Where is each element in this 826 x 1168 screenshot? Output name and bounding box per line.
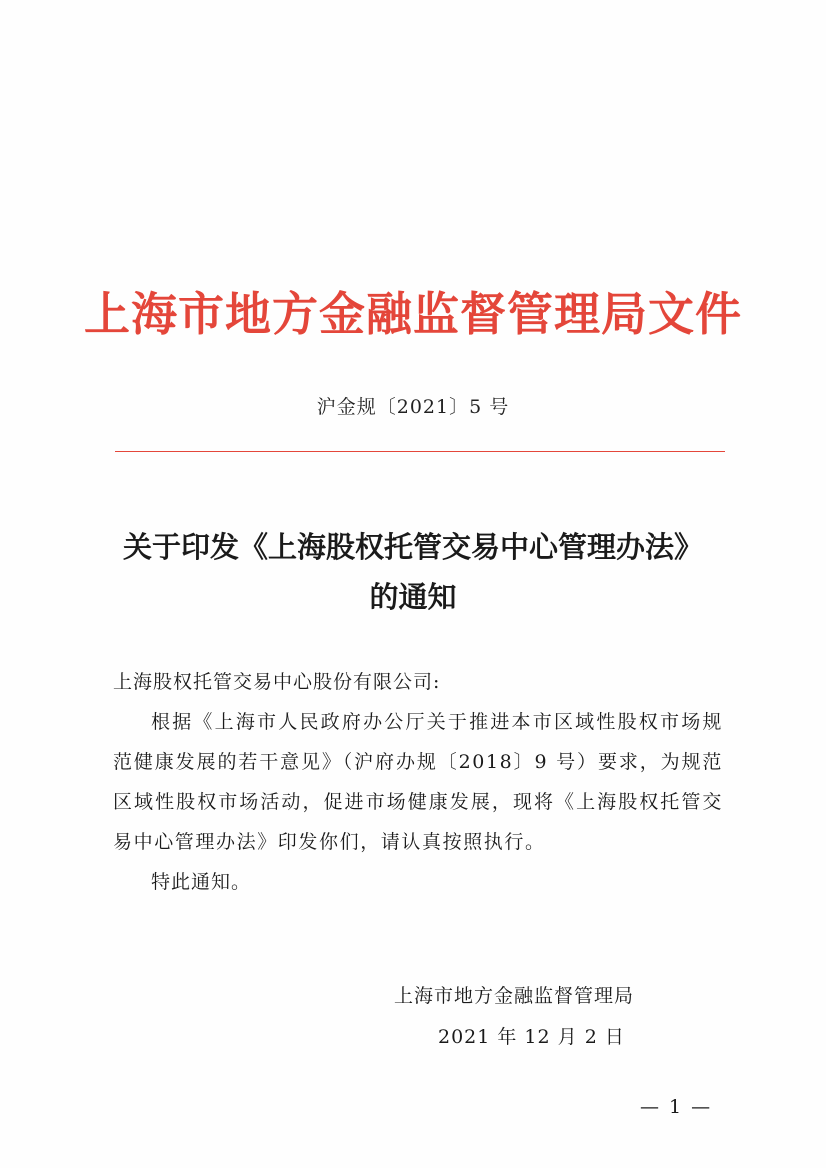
issuing-agency-header: 上海市地方金融监督管理局文件: [84, 287, 742, 341]
closing-remark: 特此通知。: [151, 871, 252, 893]
red-separator-line: [115, 451, 725, 452]
notice-title-line-1: 关于印发《上海股权托管交易中心管理办法》: [122, 530, 703, 564]
addressee: 上海股权托管交易中心股份有限公司:: [113, 671, 441, 693]
signature-block: [380, 976, 680, 1058]
page-number: — 1 —: [640, 1096, 713, 1118]
signing-organization: 上海市地方金融监督管理局: [394, 985, 635, 1007]
document-number: 沪金规〔2021〕5 号: [316, 396, 510, 418]
notice-title-line-2: 的通知: [369, 580, 457, 614]
body-paragraph: 根据《上海市人民政府办公厅关于推进本市区域性股权市场规范健康发展的若干意见》（沪府办规〔2018〕9 号）要求，为规范区域性股权市场活动，促进市场健康发展，现将《上海股权托管交易中心管理办法》印发你们，请认真按照执行。: [113, 711, 723, 853]
notice-body: [113, 662, 723, 902]
signing-date: 2021 年 12 月 2 日: [438, 1026, 625, 1048]
notice-title: [0, 522, 826, 622]
